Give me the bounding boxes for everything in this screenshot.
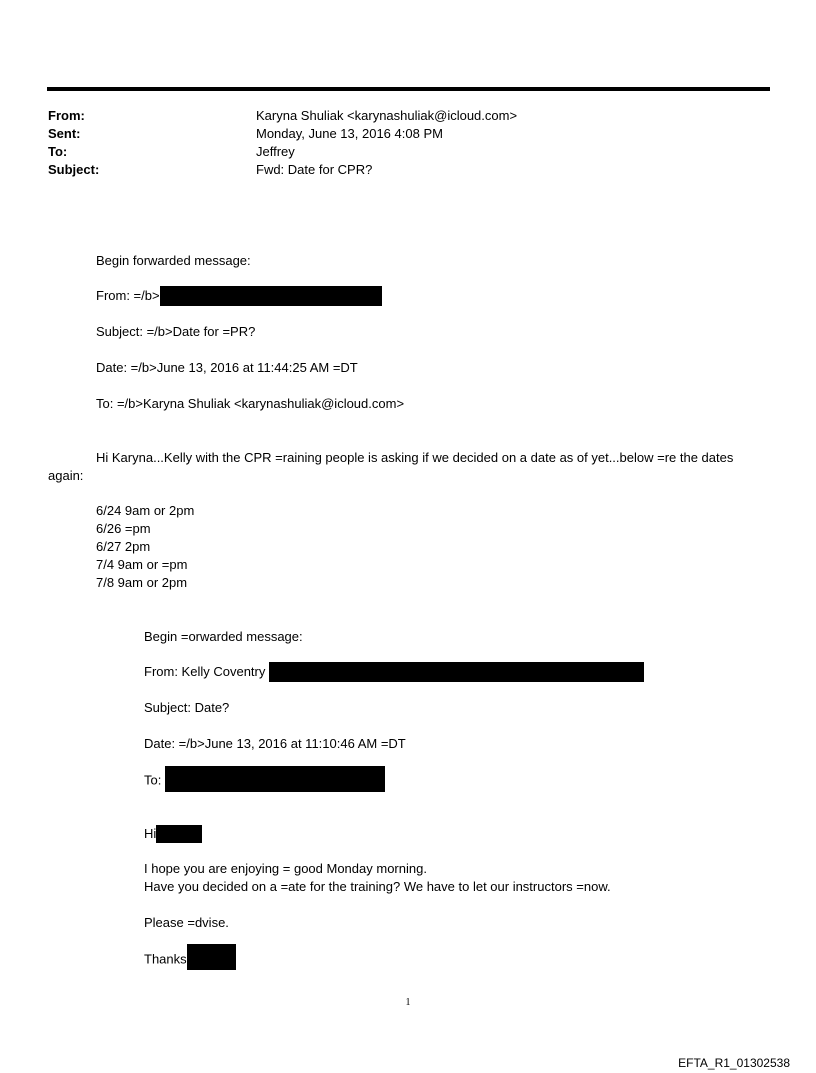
fwd2-greeting bbox=[144, 825, 202, 843]
sent-label: Sent: bbox=[48, 126, 81, 141]
fwd1-date: Date: =/b>June 13, 2016 at 11:44:25 AM =DT bbox=[96, 360, 358, 375]
fwd1-body-line2: again: bbox=[48, 468, 84, 483]
to-label: To: bbox=[48, 144, 68, 159]
fwd1-to: To: =/b>Karyna Shuliak <karynashuliak@icloud.com> bbox=[96, 396, 405, 411]
fwd1-begin: Begin forwarded message: bbox=[96, 253, 251, 268]
date-option: 7/8 9am or 2pm bbox=[96, 575, 188, 590]
subject-value: Fwd: Date for CPR? bbox=[256, 162, 373, 177]
date-option: 6/26 =pm bbox=[96, 521, 151, 536]
fwd1-from bbox=[96, 287, 382, 306]
fwd2-begin: Begin =orwarded message: bbox=[144, 629, 303, 644]
from-value: Karyna Shuliak <karynashuliak@icloud.com> bbox=[256, 108, 518, 123]
page-number: 1 bbox=[405, 997, 411, 1008]
fwd2-to-text: To: bbox=[144, 772, 162, 788]
fwd1-from-text: From: =/b> bbox=[96, 288, 160, 303]
redaction-block bbox=[187, 944, 236, 970]
redaction-block bbox=[156, 825, 202, 843]
subject-label: Subject: bbox=[48, 162, 100, 177]
fwd2-subject: Subject: Date? bbox=[144, 700, 230, 715]
fwd2-to bbox=[144, 770, 385, 792]
header-rule bbox=[47, 87, 770, 91]
fwd2-line1: I hope you are enjoying = good Monday morning. bbox=[144, 861, 427, 876]
fwd2-greeting-text: Hi bbox=[144, 826, 157, 841]
fwd2-from bbox=[144, 663, 644, 682]
fwd2-date: Date: =/b>June 13, 2016 at 11:10:46 AM =DT bbox=[144, 736, 406, 751]
fwd2-from-text: From: Kelly Coventry bbox=[144, 664, 266, 679]
to-value: Jeffrey bbox=[256, 144, 295, 159]
sent-value: Monday, June 13, 2016 4:08 PM bbox=[256, 126, 443, 141]
fwd2-line2: Have you decided on a =ate for the training? We have to let our instructors =now. bbox=[144, 879, 611, 894]
fwd1-subject: Subject: =/b>Date for =PR? bbox=[96, 324, 256, 339]
fwd2-thanks-text: Thanks bbox=[144, 951, 187, 967]
fwd2-advise: Please =dvise. bbox=[144, 915, 229, 930]
date-option: 6/27 2pm bbox=[96, 539, 151, 554]
redaction-block bbox=[269, 662, 644, 682]
redaction-block bbox=[160, 286, 382, 306]
redaction-block bbox=[165, 766, 385, 792]
fwd1-body-line1: Hi Karyna...Kelly with the CPR =raining people is asking if we decided on a date as of yet...below =re the dates bbox=[96, 450, 734, 465]
date-option: 6/24 9am or 2pm bbox=[96, 503, 195, 518]
from-label: From: bbox=[48, 108, 85, 123]
document-id: EFTA_R1_01302538 bbox=[678, 1056, 790, 1070]
date-option: 7/4 9am or =pm bbox=[96, 557, 188, 572]
fwd2-thanks bbox=[144, 950, 236, 970]
